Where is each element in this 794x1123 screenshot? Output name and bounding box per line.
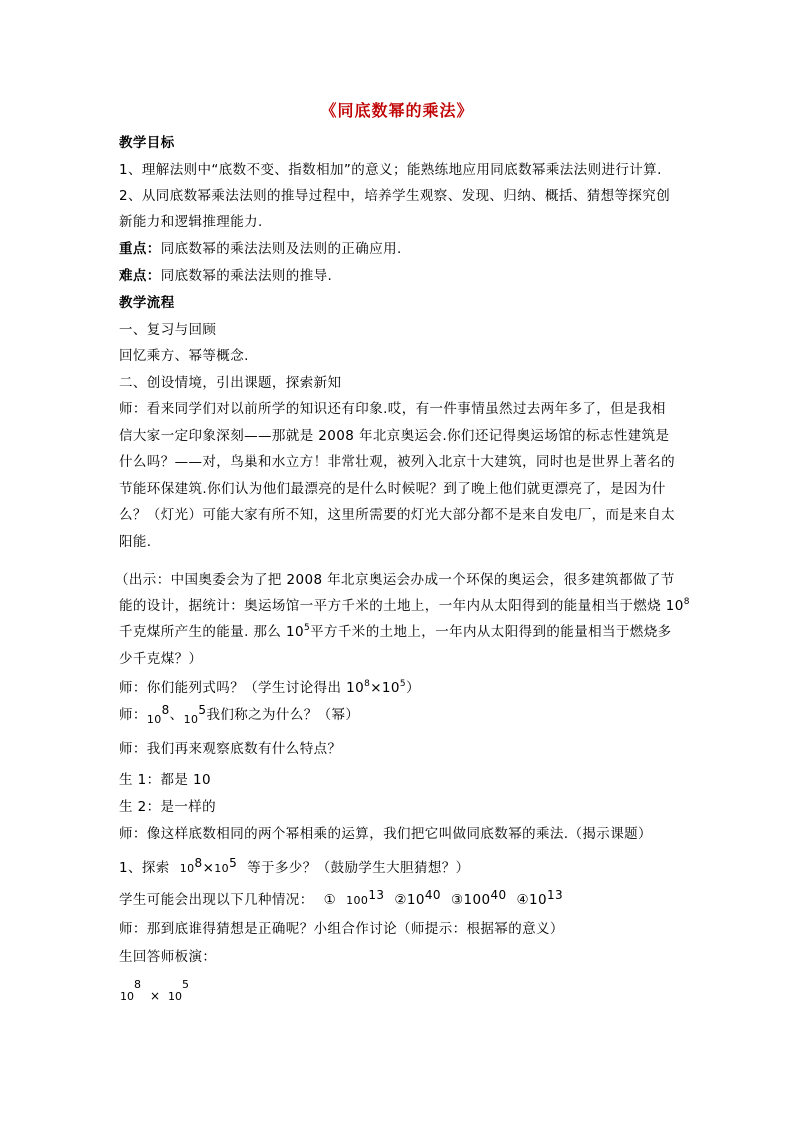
student-answer-2: 生 2：是一样的 [119,799,217,815]
board-times-sign: × [150,989,161,1003]
step-1-text: 回忆乘方、幂等概念. [119,348,249,364]
case-4: ④10 [516,892,548,908]
paragraph-2-line-1: （出示：中国奥委会为了把 2008 年北京奥运会办成一个环保的奥运会，很多建筑都做了节 [115,572,675,588]
explore-1 [119,856,470,878]
difficulty [119,267,332,285]
board-exponent-2: 5 [182,978,189,991]
paragraph-2-line-2-text: 能的设计，据统计：奥运场馆一平方千米的土地上，一年内从太阳得到的能量相当于燃烧 10 [119,598,684,614]
separator: 、 [169,707,184,723]
document-title: 《同底数幂的乘法》 [320,101,474,120]
exponent: 13 [368,888,385,902]
explore-1-start: 1、探索 [119,860,170,876]
paragraph-1-line-5: 么？（灯光）可能大家有所不知，这里所需要的灯光大部分都不是来自发电厂，而是来自太 [119,507,675,523]
power-base: 10 [146,713,162,726]
paragraph-2-line-3 [119,623,672,641]
power-base: 10 [183,713,199,726]
question-3: 师：我们再来观察底数有什么特点？ [119,741,342,757]
paragraph-2-line-4: 少千克煤？） [119,651,203,667]
power-base: 100 [346,894,369,907]
exponent: 40 [490,888,507,902]
times-sign: × [202,860,215,876]
power-base: 10 [214,862,230,875]
guess-cases-intro: 学生可能会出现以下几种情况： [119,892,314,908]
goal-1: 1、理解法则中“底数不变、指数相加”的意义；能熟练地应用同底数幂乘法法则进行计算. [119,162,662,178]
goal-2-line-2: 新能力和逻辑推理能力. [119,214,263,230]
paragraph-1-line-3: 什么吗？——对，鸟巢和水立方！非常壮观，被列入北京十大建筑，同时也是世界上著名的 [119,454,675,470]
exponent: 40 [424,888,441,902]
difficulty-label: 难点： [119,268,161,284]
paragraph-2-line-2 [119,597,690,615]
step-1-heading: 一、复习与回顾 [119,322,217,338]
board-base-1: 10 [120,990,134,1003]
question-1-middle: ×10 [370,680,400,696]
case-1-mark: ① [323,892,337,908]
paragraph-1-line-1: 师：看来同学们对以前所学的知识还有印象.哎，有一件事情虽然过去两年多了，但是我相 [119,401,666,417]
case-3: ③100 [450,892,491,908]
question-1 [119,679,420,697]
exponent: 13 [547,888,564,902]
heading-teaching-goals: 教学目标 [119,135,175,151]
exponent: 8 [364,679,371,689]
paragraph-1-line-6: 阳能. [119,534,152,550]
exponent: 5 [229,856,238,870]
board-exponent-1: 8 [134,978,141,991]
exponent: 5 [198,703,207,717]
key-point-text: 同底数幂的乘法法则及法则的正确应用. [160,241,402,257]
question-1-end: ） [406,680,420,696]
guess-cases [119,888,564,910]
paragraph-2-line-3-end: 平方千米的土地上，一年内从太阳得到的能量相当于燃烧多 [310,624,672,640]
explore-1-end: 等于多少？（鼓励学生大胆猜想？） [247,860,470,876]
paragraph-2-line-3-start: 千克煤所产生的能量. 那么 10 [119,624,304,640]
power-base: 10 [179,862,195,875]
key-point-label: 重点： [119,241,161,257]
exponent: 8 [194,856,203,870]
exponent: 8 [683,597,690,607]
question-2-end: 我们称之为什么？（幂） [206,707,360,723]
key-point [119,240,402,258]
case-2: ②10 [394,892,425,908]
exponent: 5 [303,623,311,633]
exponent: 8 [161,703,170,717]
paragraph-1-line-4: 节能环保建筑.你们认为他们最漂亮的是什么时候呢？到了晚上他们就更漂亮了，是因为什 [119,481,666,497]
question-5: 师：那到底谁得猜想是正确呢？小组合作讨论（师提示：根据幂的意义） [119,921,564,937]
board-base-2: 10 [168,990,182,1003]
question-2-start: 师： [119,707,147,723]
question-2 [119,703,360,726]
heading-teaching-flow: 教学流程 [119,295,175,311]
paragraph-1-line-2: 信大家一定印象深刻——那就是 2008 年北京奥运会.你们还记得奥运场馆的标志性建筑是 [119,428,670,444]
board-work-label: 生回答师板演： [119,949,217,965]
teacher-statement: 师：像这样底数相同的两个幂相乘的运算，我们把它叫做同底数幂的乘法.（揭示课题） [119,826,652,842]
step-2-heading: 二、创设情境，引出课题，探索新知 [119,375,342,391]
exponent: 5 [399,679,407,689]
question-1-start: 师：你们能列式吗？（学生讨论得出 10 [119,680,365,696]
difficulty-text: 同底数幂的乘法法则的推导. [160,268,333,284]
goal-2-line-1: 2、从同底数幂乘法法则的推导过程中，培养学生观察、发现、归纳、概括、猜想等探究创 [119,188,671,204]
student-answer-1: 生 1：都是 10 [119,772,211,788]
